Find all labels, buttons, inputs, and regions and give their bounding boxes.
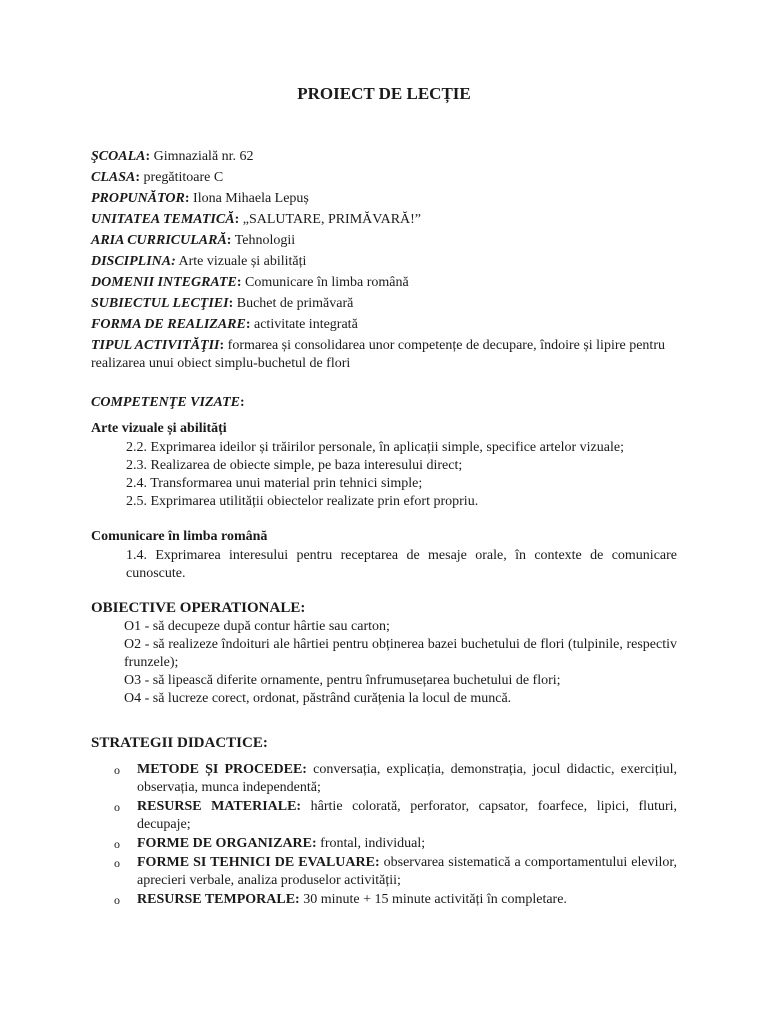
- list-item: 2.3. Realizarea de obiecte simple, pe baza interesului direct;: [126, 458, 463, 473]
- list-item: 2.2. Exprimarea ideilor și trăirilor personale, în aplicații simple, specifice artelor vizuale;: [126, 440, 624, 455]
- field-propunator: PROPUNĂTOR: Ilona Mihaela Lepuș: [91, 191, 309, 206]
- field-aria-curriculara: ARIA CURRICULARĂ: Tehnologii: [91, 233, 296, 248]
- bullet-icon: o: [114, 893, 120, 907]
- list-item: 1.4. Exprimarea interesului pentru receptarea de mesaje orale, în contexte de comunicare cunoscute.: [126, 548, 677, 581]
- bullet-icon: o: [114, 837, 120, 851]
- obiective-heading: OBIECTIVE OPERATIONALE:: [91, 600, 306, 616]
- bullet-icon: o: [114, 856, 120, 870]
- field-subiectul-lectiei: SUBIECTUL LECŢIEI: Buchet de primăvară: [91, 296, 354, 311]
- field-disciplina: DISCIPLINA: Arte vizuale și abilități: [91, 254, 307, 269]
- list-item: o RESURSE MATERIALE: hârtie colorată, perforator, capsator, foarfece, lipici, fluturi, decupaje;: [114, 799, 678, 832]
- field-scoala: ŞCOALA: Gimnazială nr. 62: [91, 149, 254, 164]
- field-unitatea-tematica: UNITATEA TEMATICĂ: „SALUTARE, PRIMĂVARĂ!”: [91, 212, 422, 227]
- list-item: o RESURSE TEMPORALE: 30 minute + 15 minute activități în completare.: [114, 892, 567, 907]
- lesson-fields: [91, 146, 681, 373]
- arte-heading: Arte vizuale și abilități: [91, 421, 227, 436]
- list-item: 2.5. Exprimarea utilității obiectelor realizate prin efort propriu.: [126, 494, 479, 509]
- bullet-icon: o: [114, 763, 120, 777]
- comunicare-list: [126, 547, 677, 583]
- strategii-heading: STRATEGII DIDACTICE:: [91, 735, 268, 751]
- comunicare-heading: Comunicare în limba română: [91, 529, 268, 544]
- field-tipul-activitatii: TIPUL ACTIVITĂŢII: formarea și consolidarea unor competențe de decupare, îndoire și lipire pentru realizarea unui obiect simplu-buchetul de flori: [91, 338, 665, 371]
- competente-heading: COMPETENŢE VIZATE:: [91, 395, 245, 410]
- list-item: O4 - să lucreze corect, ordonat, păstrând curățenia la locul de muncă.: [124, 691, 512, 706]
- list-item: O1 - să decupeze după contur hârtie sau carton;: [124, 619, 390, 634]
- list-item: o FORME SI TEHNICI DE EVALUARE: observarea sistematică a comportamentului elevilor, aprecieri verbale, analiza produselor activității;: [114, 855, 677, 888]
- strategii-list: [114, 761, 677, 910]
- list-item: O2 - să realizeze îndoituri ale hârtiei pentru obținerea bazei buchetului de flori (tulpinile, respectiv frunzele);: [124, 637, 677, 670]
- list-item: 2.4. Transformarea unui material prin tehnici simple;: [126, 476, 423, 491]
- field-forma-de-realizare: FORMA DE REALIZARE: activitate integrată: [91, 317, 358, 332]
- list-item: o FORME DE ORGANIZARE: frontal, individual;: [114, 836, 426, 851]
- page-title: PROIECT DE LECȚIE: [297, 84, 471, 103]
- field-clasa: CLASA: pregătitoare C: [91, 170, 224, 185]
- obiective-list: [124, 618, 677, 708]
- field-domenii-integrate: DOMENII INTEGRATE: Comunicare în limba română: [91, 275, 409, 290]
- list-item: o METODE ȘI PROCEDEE: conversația, explicația, demonstrația, jocul didactic, exercițiul, observația, munca independentă;: [114, 762, 677, 795]
- arte-list: [126, 439, 686, 511]
- list-item: O3 - să lipească diferite ornamente, pentru înfrumusețarea buchetului de flori;: [124, 673, 561, 688]
- bullet-icon: o: [114, 800, 120, 814]
